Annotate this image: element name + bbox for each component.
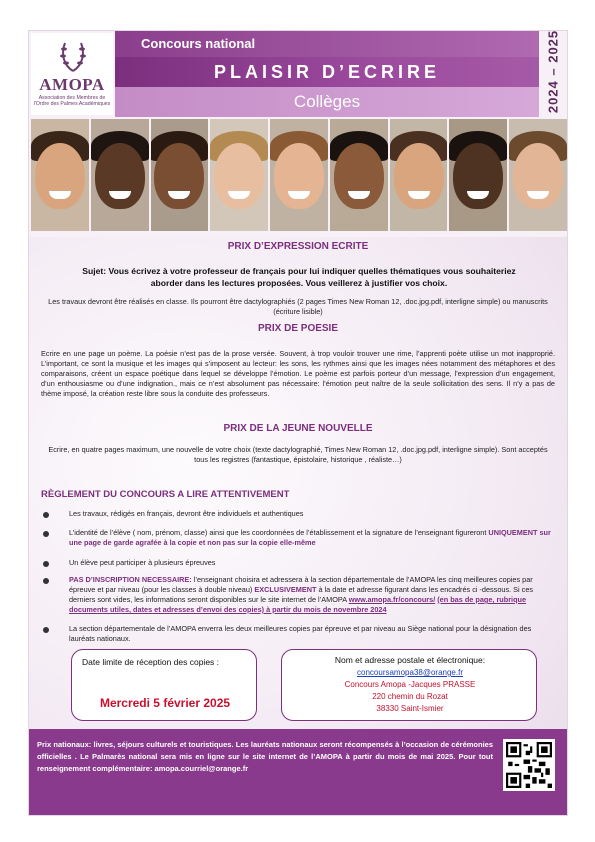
contest-label: Concours national xyxy=(141,36,256,51)
rule-4-text-b: à la date et adresse figurant dans les encadrés ci -dessous. Si ces derniers sont vides, les informations seront disponibles sur le site internet de l’AMOPA xyxy=(69,585,534,604)
section-title-poesie: PRIX DE POESIE xyxy=(257,323,339,334)
face-photo xyxy=(151,119,209,231)
header-band-title xyxy=(115,57,539,87)
amopa-logo xyxy=(31,33,113,115)
rule-1: Les travaux, rédigés en français, devront être individuels et authentiques xyxy=(69,509,304,518)
rule-4-exclusive: EXCLUSIVEMENT xyxy=(254,585,317,594)
year-badge xyxy=(541,31,567,117)
logo-subtitle: Association des Membres de l'Ordre des Palmes Académiques xyxy=(33,95,111,107)
expression-note: Les travaux devront être réalisés en classe. Ils pourront être dactylographiés (2 pages Times New Roman 12, .doc.jpg.pdf, interligne simple) ou manuscrits (écriture lisible) xyxy=(48,297,548,316)
header-band-top xyxy=(115,31,539,57)
rule-2 xyxy=(69,528,555,548)
logo-text: AMOPA xyxy=(39,75,105,94)
poesie-text: Ecrire en une page un poème. La poésie n’est pas de la prose versée. Souvent, à trop vouloir trouver une rime, l’apprenti poète utilise un mot inapproprié. L’important, ce sont la musique et les images qui s’imposent au lecteur: les sons, les rythmes ainsi que les images nées notamment des métaphores et des comparaisons, créent un espace poétique dans lequel se développe l’émotion. Le poème est parfois porteur d’un message, l’expression d’un engagement, d’un enthousiasme ou d’une indignation., mais ce n’est absolument pas nécessaire: l’émotion peut naître de la seule sollicitation des sens. Il n’y a pas de thème imposé, la création reste libre sous la conduite des professeurs. xyxy=(41,349,555,398)
page-title: PLAISIR D’ECRIRE xyxy=(213,62,441,82)
expression-subject: Sujet: Vous écrivez à votre professeur de français pour lui indiquer quelles thématiques vous souhaiteriez aborder dans les lectures proposées. Vous veillerez à justifier vos choix. xyxy=(82,266,516,288)
faces-photo-strip xyxy=(31,119,567,231)
bullet-icon xyxy=(43,627,49,633)
face-photo xyxy=(390,119,448,231)
qr-code-icon[interactable] xyxy=(503,739,555,791)
section-title-nouvelle: PRIX DE LA JEUNE NOUVELLE xyxy=(223,423,373,434)
deadline-label: Date limite de réception des copies : xyxy=(82,657,220,667)
face-photo xyxy=(509,119,567,231)
address-label: Nom et adresse postale et électronique: xyxy=(334,655,486,665)
face-photo xyxy=(91,119,149,231)
rule-4-lead: PAS D’INSCRIPTION NECESSAIRE: xyxy=(69,575,192,584)
deadline-box xyxy=(71,649,257,721)
rule-4-link-note: (en bas de page, rubrique documents utiles, dates et adresses d’envoi des copies) à partir du mois de novembre 2024 xyxy=(69,595,527,614)
nouvelle-text: Ecrire, en quatre pages maximum, une nouvelle de votre choix (texte dactylographié, Times New Roman 12, .doc.jpg.pdf, interligne simple). Sont acceptés tous les registres (fantastique, épistolaire, historique , réaliste…) xyxy=(48,445,548,464)
deadline-date: Mercredi 5 février 2025 xyxy=(99,696,231,710)
rule-4 xyxy=(69,575,555,615)
bullet-icon xyxy=(43,578,49,584)
address-street: 220 chemin du Rozat xyxy=(372,692,448,701)
footer-band xyxy=(29,729,567,815)
contact-email-link[interactable]: concoursamopa38@orange.fr xyxy=(357,668,463,677)
section-title-expression: PRIX D’EXPRESSION ECRITE xyxy=(227,241,369,252)
year-label: 2024 – 2025 xyxy=(545,29,561,114)
rule-3: Un élève peut participer à plusieurs épreuves xyxy=(69,558,216,567)
bullet-icon xyxy=(43,531,49,537)
face-photo xyxy=(449,119,507,231)
rule-4-text: l’enseignant choisira et adressera à la section départementale de l’AMOPA les cinq meilleures copies par épreuve et par niveau (pour les classes à double niveau) xyxy=(69,575,533,594)
address-box xyxy=(281,649,537,721)
amopa-concours-link[interactable]: www.amopa.fr/concours/ xyxy=(348,595,436,604)
address-name: Concours Amopa -Jacques PRASSE xyxy=(344,680,476,689)
laurel-icon xyxy=(57,39,89,73)
qr-code-graphic xyxy=(506,742,552,788)
face-photo xyxy=(31,119,89,231)
rule-5: La section départementale de l’AMOPA enverra les deux meilleures copies par épreuve et par niveau au Siège national pour la désignation des lauréats nationaux. xyxy=(69,624,532,643)
address-city: 38330 Saint-Ismier xyxy=(376,704,444,713)
bullet-icon xyxy=(43,512,49,518)
face-photo xyxy=(210,119,268,231)
bullet-icon xyxy=(43,561,49,567)
rules-title: RÈGLEMENT DU CONCOURS A LIRE ATTENTIVEMENT xyxy=(41,489,290,500)
rule-2-emphasis: UNIQUEMENT sur une page de garde agrafée à la copie et non pas sur la copie elle-même xyxy=(69,528,551,547)
face-photo xyxy=(270,119,328,231)
footer-text: Prix nationaux: livres, séjours culturels et touristiques. Les lauréats nationaux seront récompensés à l’occasion de cérémonies officielles . Le Palmarès national sera mis en ligne sur le site internet de l’AMOPA à partir du mois de mai 2025. Pour tout renseignement complémentaire: amopa.courriel@orange.fr xyxy=(37,740,493,773)
header-band-level xyxy=(115,87,539,117)
flyer-page xyxy=(28,30,568,816)
rule-2-text: L’identité de l’élève ( nom, prénom, classe) ainsi que les coordonnées de l’établissement et la signature de l’enseignant figureront xyxy=(69,528,487,537)
level-label: Collèges xyxy=(293,92,361,111)
face-photo xyxy=(330,119,388,231)
